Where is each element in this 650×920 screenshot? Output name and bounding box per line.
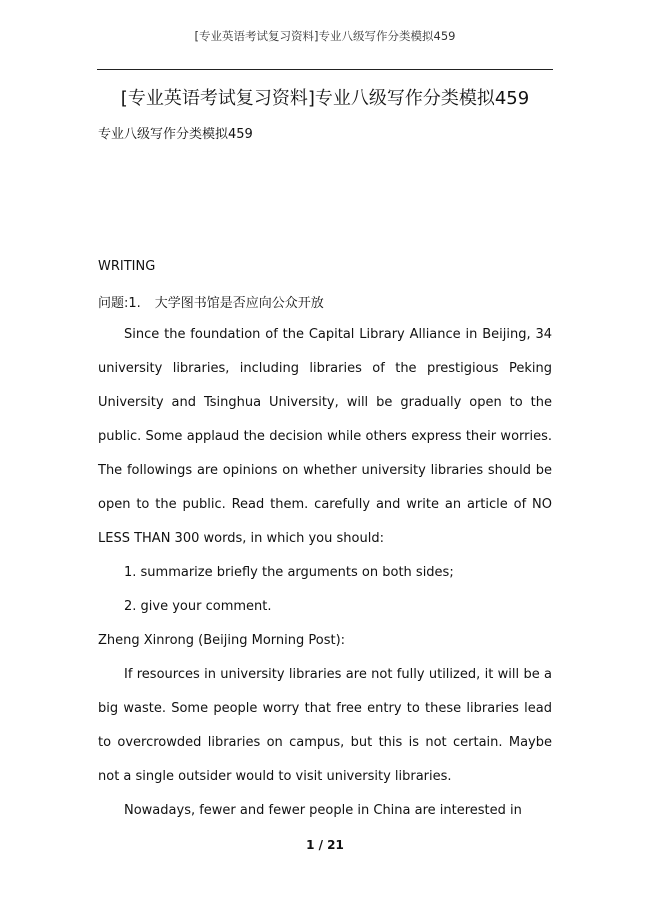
body-text — [98, 318, 552, 828]
intro-paragraph: Since the foundation of the Capital Library Alliance in Beijing, 34 university libraries, including libraries of the prestigious Peking University and Tsinghua University, will be gradually open to the public. Some applaud the decision while others express their worries. The followings are opinions on whether university libraries should be open to the public. Read them. carefully and write an article of NO LESS THAN 300 words, in which you should: — [98, 327, 552, 546]
page-number: 1 / 21 — [306, 838, 344, 852]
question-label: 问题:1. — [98, 296, 141, 311]
list-item: 2. give your comment. — [124, 599, 272, 614]
opinion-source: Zheng Xinrong (Beijing Morning Post): — [98, 633, 346, 648]
document-subtitle: 专业八级写作分类模拟459 — [98, 127, 253, 142]
list-item: 1. summarize briefly the arguments on both sides; — [124, 565, 454, 580]
question-heading — [98, 292, 324, 311]
question-topic: 大学图书馆是否应向公众开放 — [154, 296, 324, 311]
opinion-paragraph: Nowadays, fewer and fewer people in China are interested in — [124, 803, 522, 818]
page-header: [专业英语考试复习资料]专业八级写作分类模拟459 — [194, 29, 456, 43]
header-divider — [97, 69, 553, 70]
opinion-paragraph: If resources in university libraries are not fully utilized, it will be a big waste. Some people worry that free entry to these libraries lead to overcrowded libraries on campus, but this is not certain. Maybe not a single outsider would to visit university libraries. — [98, 667, 552, 784]
document-title: [专业英语考试复习资料]专业八级写作分类模拟459 — [120, 88, 530, 109]
section-heading: WRITING — [98, 259, 156, 274]
